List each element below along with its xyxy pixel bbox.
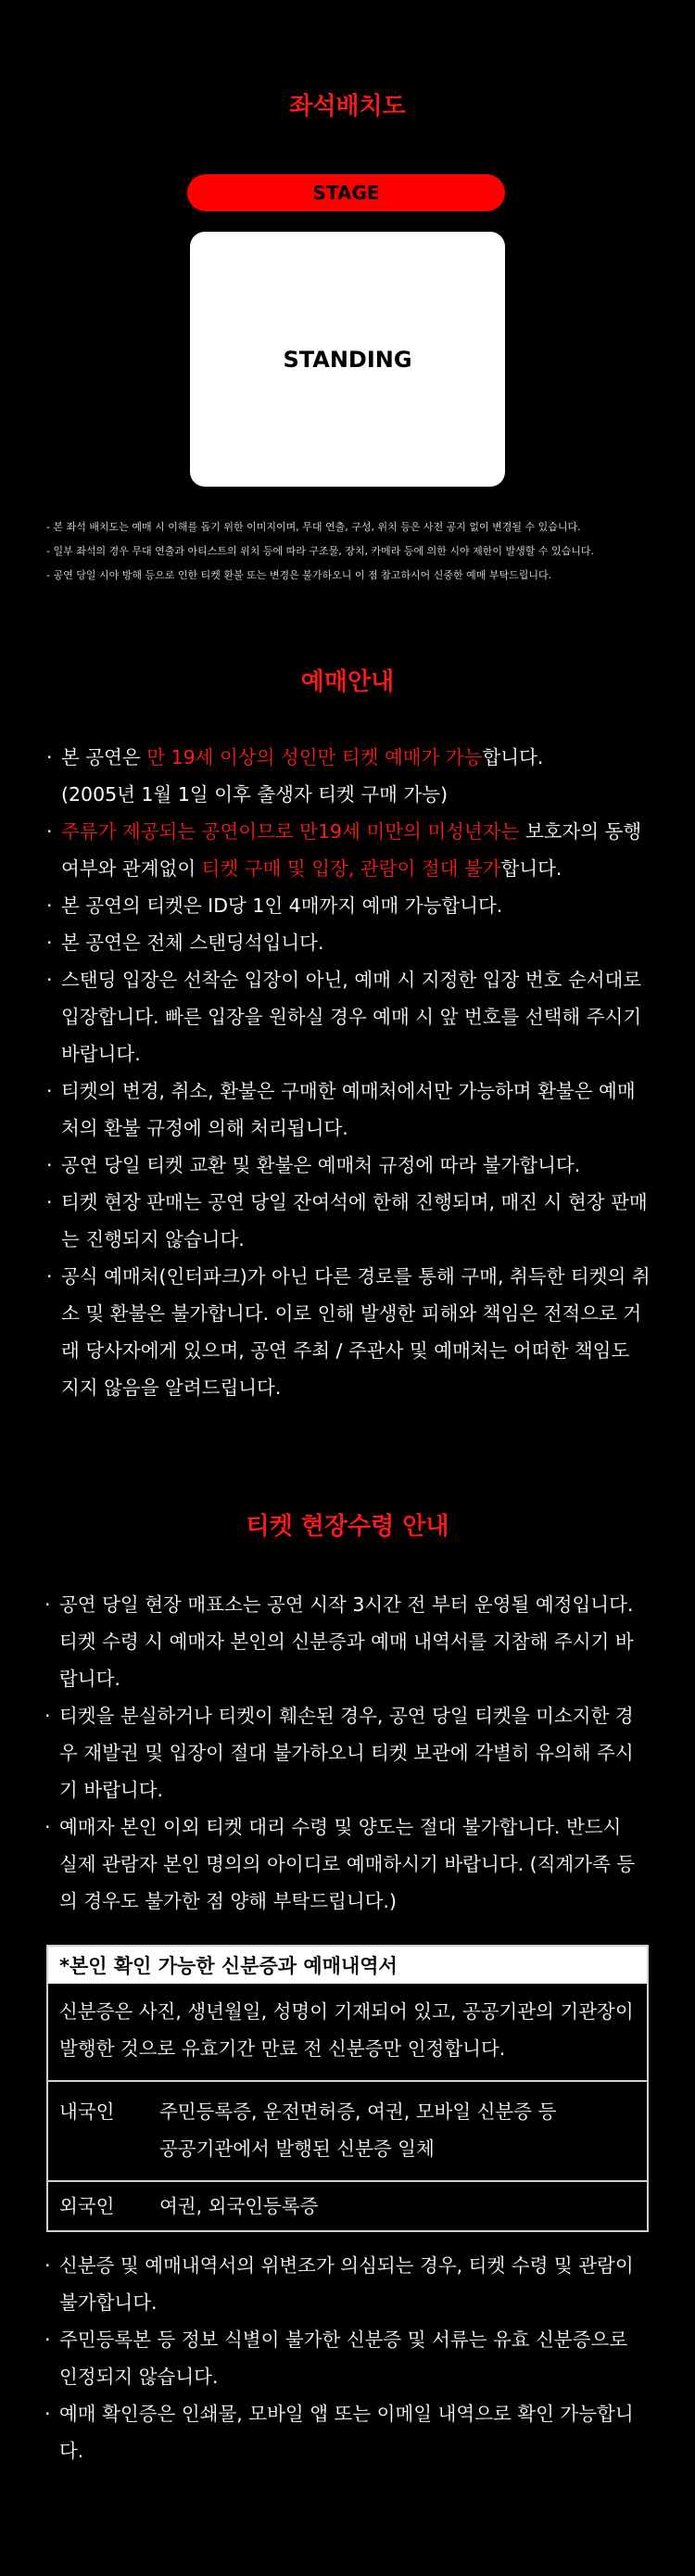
booking-title: 예매안내 — [300, 668, 395, 696]
booking-item: · 공연 당일 티켓 교환 및 환불은 예매처 규정에 따라 불가합니다. — [46, 1154, 581, 1176]
id-row-domestic — [48, 2082, 647, 2182]
id-table-description: 신분증은 사진, 생년월일, 성명이 기재되어 있고, 공공기관의 기관장이 발행한 것으로 유효기간 만료 전 신분증만 인정합니다. — [48, 1984, 647, 2082]
id-row-label: 내국인 — [59, 2100, 115, 2123]
seating-note: - 공연 당일 시야 방해 등으로 인한 티켓 환불 또는 변경은 불가하오니 이 점 참고하시어 신중한 예매 부탁드립니다. — [46, 569, 552, 581]
id-table-header: *본인 확인 가능한 신분증과 예매내역서 — [48, 1947, 647, 1984]
id-row-foreign — [48, 2182, 647, 2230]
seating-note: - 일부 좌석의 경우 무대 연출과 아티스트의 위치 등에 따라 구조물, 장치, 카메라 등에 의한 시야 제한이 발생할 수 있습니다. — [46, 545, 594, 557]
pickup-after-item: · 주민등록본 등 정보 식별이 불가한 신분증 및 서류는 유효 신분증으로 인정되지 않습니다. — [44, 2329, 628, 2388]
seating-notes — [46, 515, 658, 588]
pickup-list — [44, 1586, 638, 1920]
pickup-item: · 예매자 본인 이외 티켓 대리 수령 및 양도는 절대 불가합니다. 반드시 실제 관람자 본인 명의의 아이디로 예매하시기 바랍니다. (직계가족 등의 경우도 불가한 점 양해 부탁드립니다.) — [44, 1816, 636, 1912]
booking-item: · 주류가 제공되는 공연이므로 만19세 미만의 미성년자는 보호자의 동행여부와 관계없이 티켓 구매 및 입장, 관람이 절대 불가합니다. — [46, 820, 642, 880]
id-row-value: 주민등록증, 운전면허증, 여권, 모바일 신분증 등 공공기관에서 발행된 신분증 일체 — [159, 2100, 557, 2160]
booking-item: · 스탠딩 입장은 선착순 입장이 아닌, 예매 시 지정한 입장 번호 순서대로 입장합니다. 빠른 입장을 원하실 경우 예매 시 앞 번호를 선택해 주시기 바랍니다. — [46, 969, 642, 1065]
id-row-value: 여권, 외국인등록증 — [159, 2195, 319, 2217]
booking-item: · 티켓 현장 판매는 공연 당일 잔여석에 한해 진행되며, 매진 시 현장 판매는 진행되지 않습니다. — [46, 1191, 648, 1250]
booking-item: · 본 공연은 만 19세 이상의 성인만 티켓 예매가 가능합니다. (2005년 1월 1일 이후 출생자 티켓 구매 가능) — [46, 746, 544, 806]
seating-title: 좌석배치도 — [289, 93, 406, 121]
id-row-label: 외국인 — [59, 2195, 115, 2217]
pickup-item: · 공연 당일 현장 매표소는 공연 시작 3시간 전 부터 운영될 예정입니다. 티켓 수령 시 예매자 본인의 신분증과 예매 내역서를 지참해 주시기 바랍니다. — [44, 1593, 634, 1690]
standing-area: STANDING — [190, 232, 505, 487]
pickup-title: 티켓 현장수령 안내 — [246, 1513, 449, 1541]
booking-item: · 티켓의 변경, 취소, 환불은 구매한 예매처에서만 가능하며 환불은 예매처의 환불 규정에 의해 처리됩니다. — [46, 1080, 636, 1139]
seating-note: - 본 좌석 배치도는 예매 시 이해를 돕기 위한 이미지이며, 무대 연출, 구성, 위치 등은 사전 공지 없이 변경될 수 있습니다. — [46, 521, 581, 533]
id-requirements-table — [46, 1945, 649, 2232]
pickup-item: · 티켓을 분실하거나 티켓이 훼손된 경우, 공연 당일 티켓을 미소지한 경우 재발권 및 입장이 절대 불가하오니 티켓 보관에 각별히 유의해 주시기 바랍니다. — [44, 1705, 634, 1801]
pickup-after-list — [44, 2247, 638, 2469]
booking-item: · 본 공연은 전체 스탠딩석입니다. — [46, 932, 324, 954]
booking-list — [46, 739, 653, 1406]
pickup-after-item: · 신분증 및 예매내역서의 위변조가 의심되는 경우, 티켓 수령 및 관람이 불가합니다. — [44, 2254, 634, 2314]
stage-label: STAGE — [187, 174, 505, 211]
pickup-after-item: · 예매 확인증은 인쇄물, 모바일 앱 또는 이메일 내역으로 확인 가능합니다. — [44, 2403, 634, 2462]
booking-item: · 본 공연의 티켓은 ID당 1인 4매까지 예매 가능합니다. — [46, 895, 503, 917]
booking-item: · 공식 예매처(인터파크)가 아닌 다른 경로를 통해 구매, 취득한 티켓의 취소 및 환불은 불가합니다. 이로 인해 발생한 피해와 책임은 전적으로 거래 당사자에게 있으며, 공연 주최 / 주관사 및 예매처는 어떠한 책임도 지지 않음을 알려드립니다. — [46, 1265, 651, 1399]
